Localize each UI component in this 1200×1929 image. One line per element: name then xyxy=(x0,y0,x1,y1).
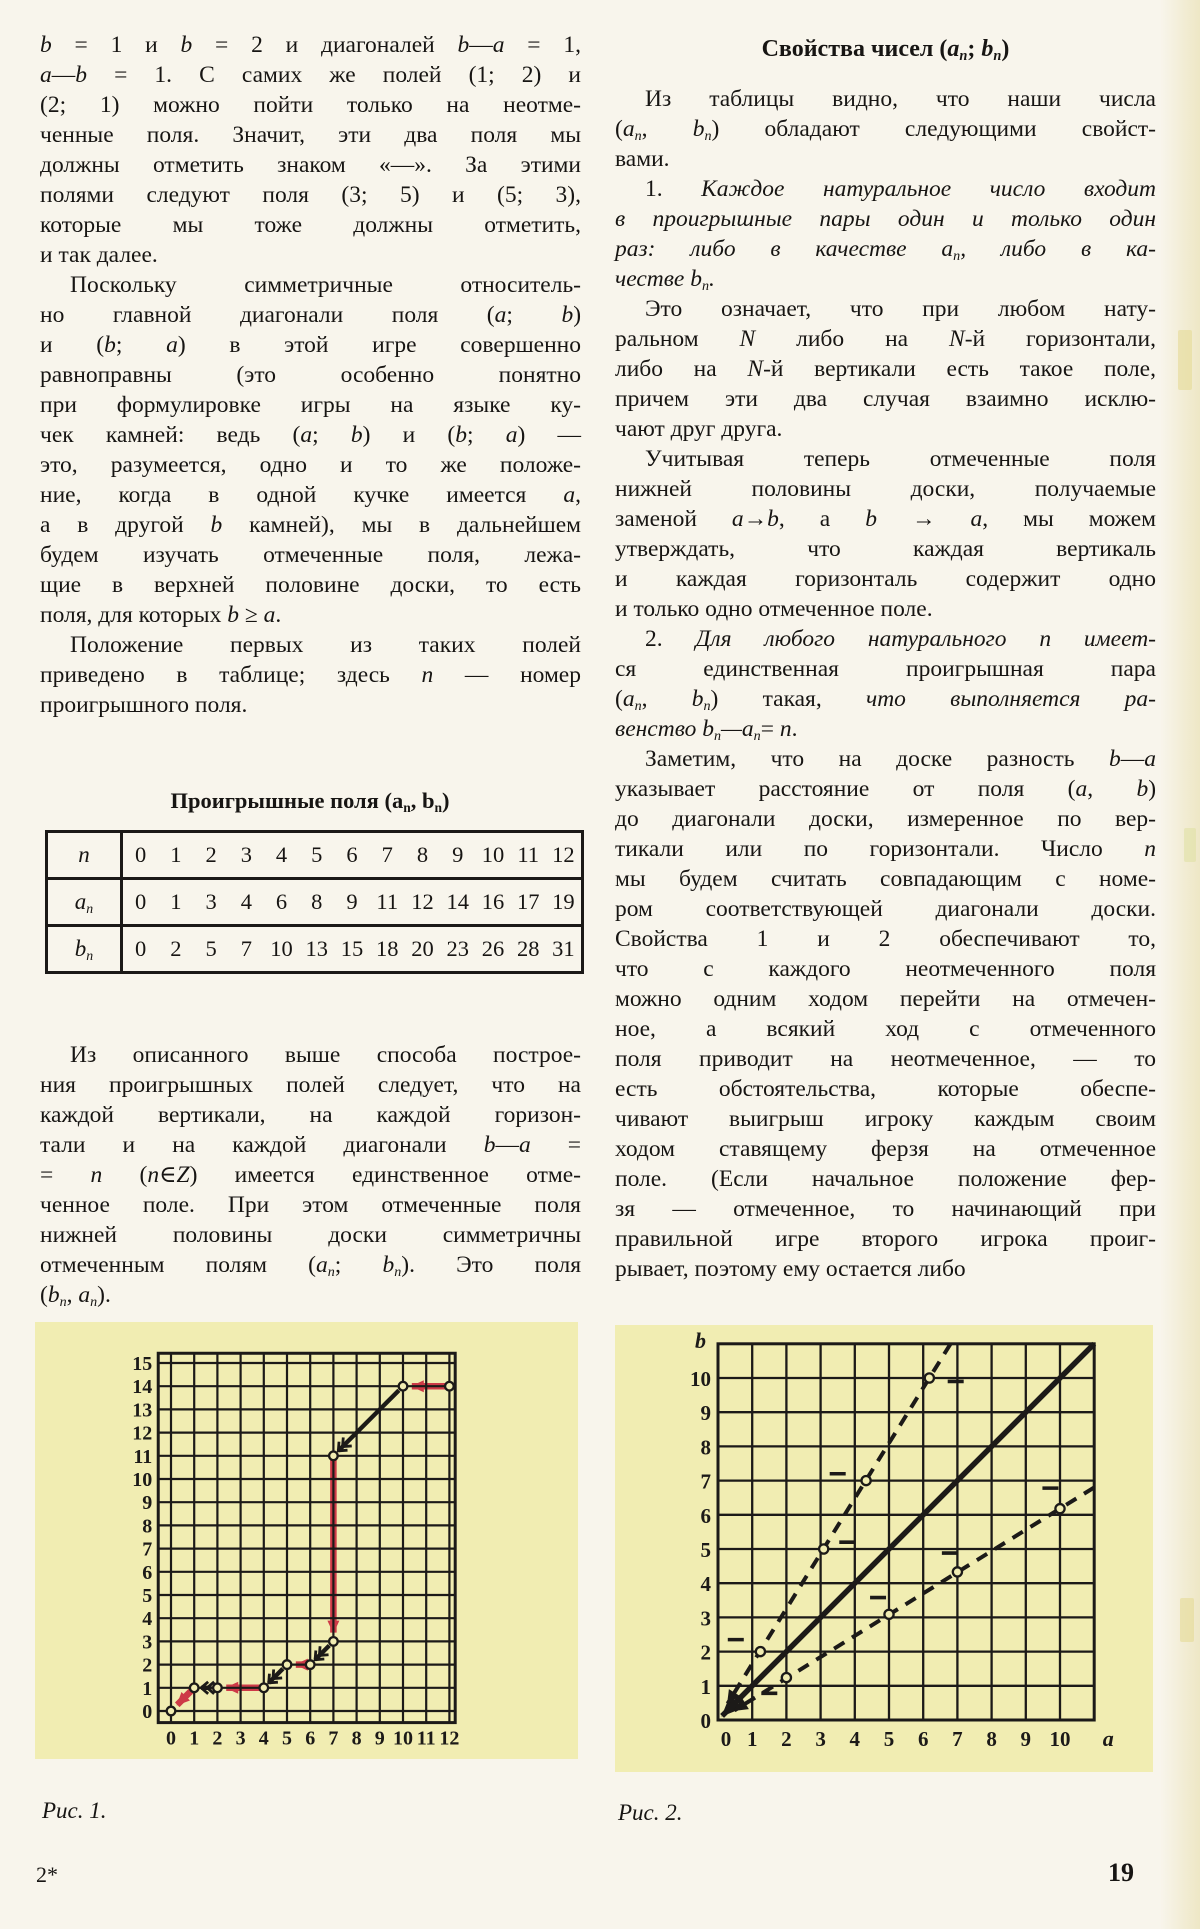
text-line: тикали или по горизонтали. Число n xyxy=(615,836,1156,862)
text-line: Из описанного выше способа построе- xyxy=(70,1042,581,1068)
text-line: (2; 1) можно пойти только на неотме- xyxy=(40,92,581,118)
table-row-label: $b_n$ xyxy=(48,927,123,971)
table-cell: 1 xyxy=(170,842,182,867)
svg-text:4: 4 xyxy=(700,1572,711,1597)
text-line: поля приводит на неотмеченное, — то xyxy=(615,1046,1156,1072)
text-line: которые мы тоже должны отметить, xyxy=(40,212,581,238)
text-line: ($b_n$, $a_n$). xyxy=(40,1282,111,1310)
text-line: есть обстоятельства, которые обеспе- xyxy=(615,1076,1156,1102)
table-cell: 23 xyxy=(446,936,469,961)
text-line: раз: либо в качестве $a_n$, либо в ка- xyxy=(615,236,1156,264)
text-line: ($a_n$, $b_n$) такая, что выполняется ра- xyxy=(615,686,1156,714)
text-line: b = 1 и b = 2 и диагоналей b—a = 1, xyxy=(40,32,581,58)
table-cell: 26 xyxy=(481,936,505,961)
text-line: ние, когда в одной кучке имеется a, xyxy=(40,482,581,508)
svg-text:0: 0 xyxy=(700,1709,711,1733)
svg-text:2: 2 xyxy=(212,1727,223,1750)
table-cell: 3 xyxy=(240,842,252,867)
figure-1-panel xyxy=(35,1322,578,1759)
svg-text:8: 8 xyxy=(700,1435,711,1460)
svg-text:9: 9 xyxy=(374,1727,385,1750)
svg-text:7: 7 xyxy=(700,1469,711,1494)
table-cell: 11 xyxy=(376,889,399,914)
text-line: это, разумеется, одно и то же положе- xyxy=(40,452,581,478)
svg-text:9: 9 xyxy=(700,1401,711,1426)
losing-fields-table xyxy=(45,830,584,974)
svg-text:5: 5 xyxy=(883,1727,895,1751)
text-line: должны отметить знаком «—». За этими xyxy=(40,152,581,178)
text-line: ное, а всякий ход с отмеченного xyxy=(615,1016,1156,1042)
table-cell: 4 xyxy=(275,842,288,867)
svg-text:14: 14 xyxy=(132,1376,153,1399)
figure-1-plot xyxy=(35,1322,578,1759)
table-cell: 14 xyxy=(446,889,469,914)
text-line: в проигрышные пары один и только один xyxy=(615,206,1156,232)
text-line: чек камней: ведь (a; b) и (b; a) — xyxy=(40,422,581,448)
signature-mark: 2* xyxy=(36,1862,58,1887)
left-column xyxy=(40,30,581,720)
table-cell: 1 xyxy=(170,889,182,914)
text-line: ченное поле. При этом отмеченные поля xyxy=(40,1192,581,1218)
table-cell: 0 xyxy=(134,936,147,961)
text-line: поле. (Если начальное положение фер- xyxy=(615,1166,1156,1192)
text-line: но главной диагонали поля (a; b) xyxy=(40,302,582,328)
text-line: каждой вертикали, на каждой горизон- xyxy=(40,1102,581,1128)
right-column-paragraphs xyxy=(615,84,1156,1284)
text-line: мы будем считать совпадающим с номе- xyxy=(615,866,1156,892)
table-cell: 11 xyxy=(517,842,540,867)
table-cell: 12 xyxy=(552,842,575,867)
text-line: приведено в таблице; здесь n — номер xyxy=(40,662,581,688)
text-line: Учитывая теперь отмеченные поля xyxy=(645,446,1156,472)
text-line: 1. Каждое натуральное число входит xyxy=(645,176,1156,202)
figure-2-caption: Рис. 2. xyxy=(618,1800,683,1825)
table-row xyxy=(48,877,581,924)
text-line: и (b; a) в этой игре совершенно xyxy=(40,332,581,358)
table-cell: 7 xyxy=(240,936,252,961)
svg-text:6: 6 xyxy=(305,1727,316,1750)
text-line: правильной игре второго игрока проиг- xyxy=(615,1226,1156,1252)
scan-speck xyxy=(1178,330,1192,390)
svg-text:6: 6 xyxy=(700,1503,711,1528)
text-line: нижней половины доски, получаемые xyxy=(615,476,1156,502)
text-line: ром соответствующей диагонали доски. xyxy=(615,896,1156,922)
text-line: до диагонали доски, измеренное по вер- xyxy=(615,806,1156,832)
svg-text:7: 7 xyxy=(952,1727,963,1751)
table-cell: 31 xyxy=(552,936,575,961)
text-line: причем эти два случая взаимно исклю- xyxy=(615,386,1156,412)
svg-text:9: 9 xyxy=(1020,1727,1032,1751)
svg-text:3: 3 xyxy=(815,1727,826,1751)
table-cell: 17 xyxy=(516,889,540,914)
table-cell: 3 xyxy=(205,889,217,914)
text-line: рывает, поэтому ему остается либо xyxy=(615,1256,966,1282)
svg-text:11: 11 xyxy=(416,1727,436,1750)
svg-text:12: 12 xyxy=(439,1727,460,1750)
svg-text:6: 6 xyxy=(142,1561,153,1584)
text-line: ($a_n$, $b_n$) обладают следующими свойст- xyxy=(615,116,1156,144)
text-line: Это означает, что при любом нату- xyxy=(645,296,1156,322)
svg-text:0: 0 xyxy=(166,1727,176,1750)
svg-text:7: 7 xyxy=(142,1538,153,1561)
text-line: тали и на каждой диагонали b—a = xyxy=(40,1132,582,1158)
svg-text:4: 4 xyxy=(849,1727,861,1751)
svg-text:5: 5 xyxy=(142,1585,153,1607)
svg-text:b: b xyxy=(695,1327,706,1353)
table-cell: 10 xyxy=(270,936,293,961)
table-cell: 6 xyxy=(275,889,288,914)
svg-text:2: 2 xyxy=(142,1654,153,1677)
text-line: проигрышного поля. xyxy=(40,692,248,718)
svg-text:5: 5 xyxy=(282,1727,292,1750)
text-line: честве $b_n$. xyxy=(615,266,715,294)
svg-text:15: 15 xyxy=(132,1353,153,1375)
svg-text:3: 3 xyxy=(235,1727,246,1750)
text-line: либо на N-й вертикали есть такое поле, xyxy=(615,356,1156,382)
text-line: чают друг друга. xyxy=(615,416,783,442)
text-line: вами. xyxy=(615,146,670,172)
text-line: утверждать, что каждая вертикаль xyxy=(615,536,1156,562)
text-line: ченные поля. Значит, эти два поля мы xyxy=(40,122,581,148)
svg-text:10: 10 xyxy=(1049,1727,1071,1751)
text-line: поля, для которых b ≥ a. xyxy=(40,602,282,628)
text-line: равноправны (это особенно понятно xyxy=(40,362,581,388)
table-row-label: n xyxy=(48,833,123,877)
table-cell: 15 xyxy=(340,936,364,961)
table-cell: 4 xyxy=(240,889,252,914)
table-cell: 7 xyxy=(381,842,393,867)
table-cell: 5 xyxy=(311,842,323,867)
text-line: можно одним ходом перейти на отмечен- xyxy=(615,986,1156,1012)
text-line: нижней половины доски симметричны xyxy=(40,1222,581,1248)
table-cell: 9 xyxy=(346,889,358,914)
svg-text:1: 1 xyxy=(189,1727,200,1750)
text-line: Поскольку симметричные относитель- xyxy=(70,272,581,298)
text-line: зя — отмеченное, то начинающий при xyxy=(615,1196,1156,1222)
figure-1-caption: Рис. 1. xyxy=(42,1798,107,1823)
table-cell: 2 xyxy=(170,936,182,961)
text-line: ральном N либо на N-й горизонтали, xyxy=(615,326,1156,352)
svg-text:4: 4 xyxy=(258,1727,269,1750)
page-number: 19 xyxy=(1108,1858,1134,1887)
text-line: будем изучать отмеченные поля, лежа- xyxy=(40,542,581,568)
figure-2-plot xyxy=(615,1325,1153,1772)
table-cell: 9 xyxy=(452,842,464,867)
text-line: чивают выигрыш игроку каждым своим xyxy=(615,1106,1156,1132)
text-line: указывает расстояние от поля (a, b) xyxy=(615,776,1157,802)
table-cell: 20 xyxy=(411,936,434,961)
text-line: и так далее. xyxy=(40,242,158,268)
table-row-label: $a_n$ xyxy=(48,880,123,924)
text-line: а в другой b камней), мы в дальнейшем xyxy=(40,512,581,538)
table-cell: 13 xyxy=(305,936,329,961)
table-cell: 8 xyxy=(311,889,323,914)
scan-speck xyxy=(1180,1598,1194,1642)
table-row xyxy=(48,924,581,971)
svg-text:1: 1 xyxy=(700,1674,711,1699)
svg-text:5: 5 xyxy=(700,1538,711,1562)
svg-text:13: 13 xyxy=(132,1399,153,1422)
text-line: Заметим, что на доске разность b—a xyxy=(645,746,1156,772)
table-cell: 2 xyxy=(205,842,217,867)
left-column-paragraphs xyxy=(40,30,581,720)
table-cell: 28 xyxy=(516,936,540,961)
svg-text:8: 8 xyxy=(351,1727,362,1750)
text-line: Положение первых из таких полей xyxy=(70,632,581,658)
text-line: и каждая горизонталь содержит одно xyxy=(615,566,1156,592)
scan-speck xyxy=(1184,828,1196,862)
svg-text:1: 1 xyxy=(142,1677,153,1700)
table-cell: 16 xyxy=(481,889,505,914)
text-line: = n (n∈Z) имеется единственное отме- xyxy=(40,1162,581,1188)
table-cell: 18 xyxy=(376,936,399,961)
table-cell: 6 xyxy=(346,842,358,867)
table-cell: 0 xyxy=(134,889,147,914)
text-line: отмеченным полям ($a_n$; $b_n$). Это поля xyxy=(40,1252,581,1280)
table-title: Проигрышные поля ($a_n$, $b_n$) xyxy=(170,788,450,815)
scan-edge-artifact xyxy=(1160,0,1200,1929)
table-cell: 10 xyxy=(481,842,505,867)
text-line: что с каждого неотмеченного поля xyxy=(615,956,1156,982)
svg-text:11: 11 xyxy=(133,1445,153,1468)
text-line: щие в верхней половине доски, то есть xyxy=(40,572,581,598)
svg-text:3: 3 xyxy=(142,1631,153,1654)
svg-text:8: 8 xyxy=(986,1727,997,1751)
svg-text:0: 0 xyxy=(142,1701,153,1723)
text-line: при формулировке игры на языке ку- xyxy=(40,392,581,418)
text-line: 2. Для любого натурального n имеет- xyxy=(645,626,1156,652)
table-row xyxy=(48,833,581,877)
svg-text:10: 10 xyxy=(690,1367,711,1391)
after-table-paragraphs xyxy=(40,1040,581,1310)
figure-2-panel xyxy=(615,1325,1153,1772)
table-cell: 8 xyxy=(416,842,429,867)
table-cell: 19 xyxy=(552,889,575,914)
svg-text:9: 9 xyxy=(142,1492,153,1515)
svg-text:10: 10 xyxy=(132,1469,153,1491)
table-cell: 12 xyxy=(411,889,434,914)
svg-text:8: 8 xyxy=(142,1515,153,1538)
svg-text:6: 6 xyxy=(917,1727,929,1751)
table-cell: 0 xyxy=(134,842,147,867)
table-cell: 5 xyxy=(205,936,217,961)
text-line: полями следуют поля (3; 5) и (5; 3), xyxy=(40,182,581,208)
text-line: и только одно отмеченное поле. xyxy=(615,596,933,622)
svg-text:2: 2 xyxy=(781,1727,792,1751)
text-line: венство $b_n—a_n= n$. xyxy=(615,716,798,744)
section-heading: Свойства чисел ($a_n$; $b_n$) xyxy=(761,36,1010,65)
svg-text:12: 12 xyxy=(132,1422,153,1445)
right-column xyxy=(615,32,1156,1284)
text-line: Из таблицы видно, что наши числа xyxy=(645,86,1156,112)
text-line: ходом ставящему ферзя на отмеченное xyxy=(615,1136,1156,1162)
svg-text:10: 10 xyxy=(393,1727,413,1750)
text-line: a—b = 1. С самих же полей (1; 2) и xyxy=(40,62,581,88)
svg-text:1: 1 xyxy=(746,1727,758,1751)
text-line: заменой a→b, а b → a, мы можем xyxy=(615,506,1157,532)
svg-text:7: 7 xyxy=(328,1727,339,1750)
text-line: Свойства 1 и 2 обеспечивают то, xyxy=(615,926,1156,952)
text-line: ния проигрышных полей следует, что на xyxy=(40,1072,581,1098)
svg-text:4: 4 xyxy=(142,1608,153,1631)
svg-text:2: 2 xyxy=(700,1640,711,1665)
text-line: ся единственная проигрышная пара xyxy=(615,656,1156,682)
svg-text:3: 3 xyxy=(700,1606,711,1631)
svg-text:a: a xyxy=(1102,1726,1114,1751)
svg-text:0: 0 xyxy=(720,1727,732,1751)
left-column-after-table xyxy=(40,1040,581,1310)
